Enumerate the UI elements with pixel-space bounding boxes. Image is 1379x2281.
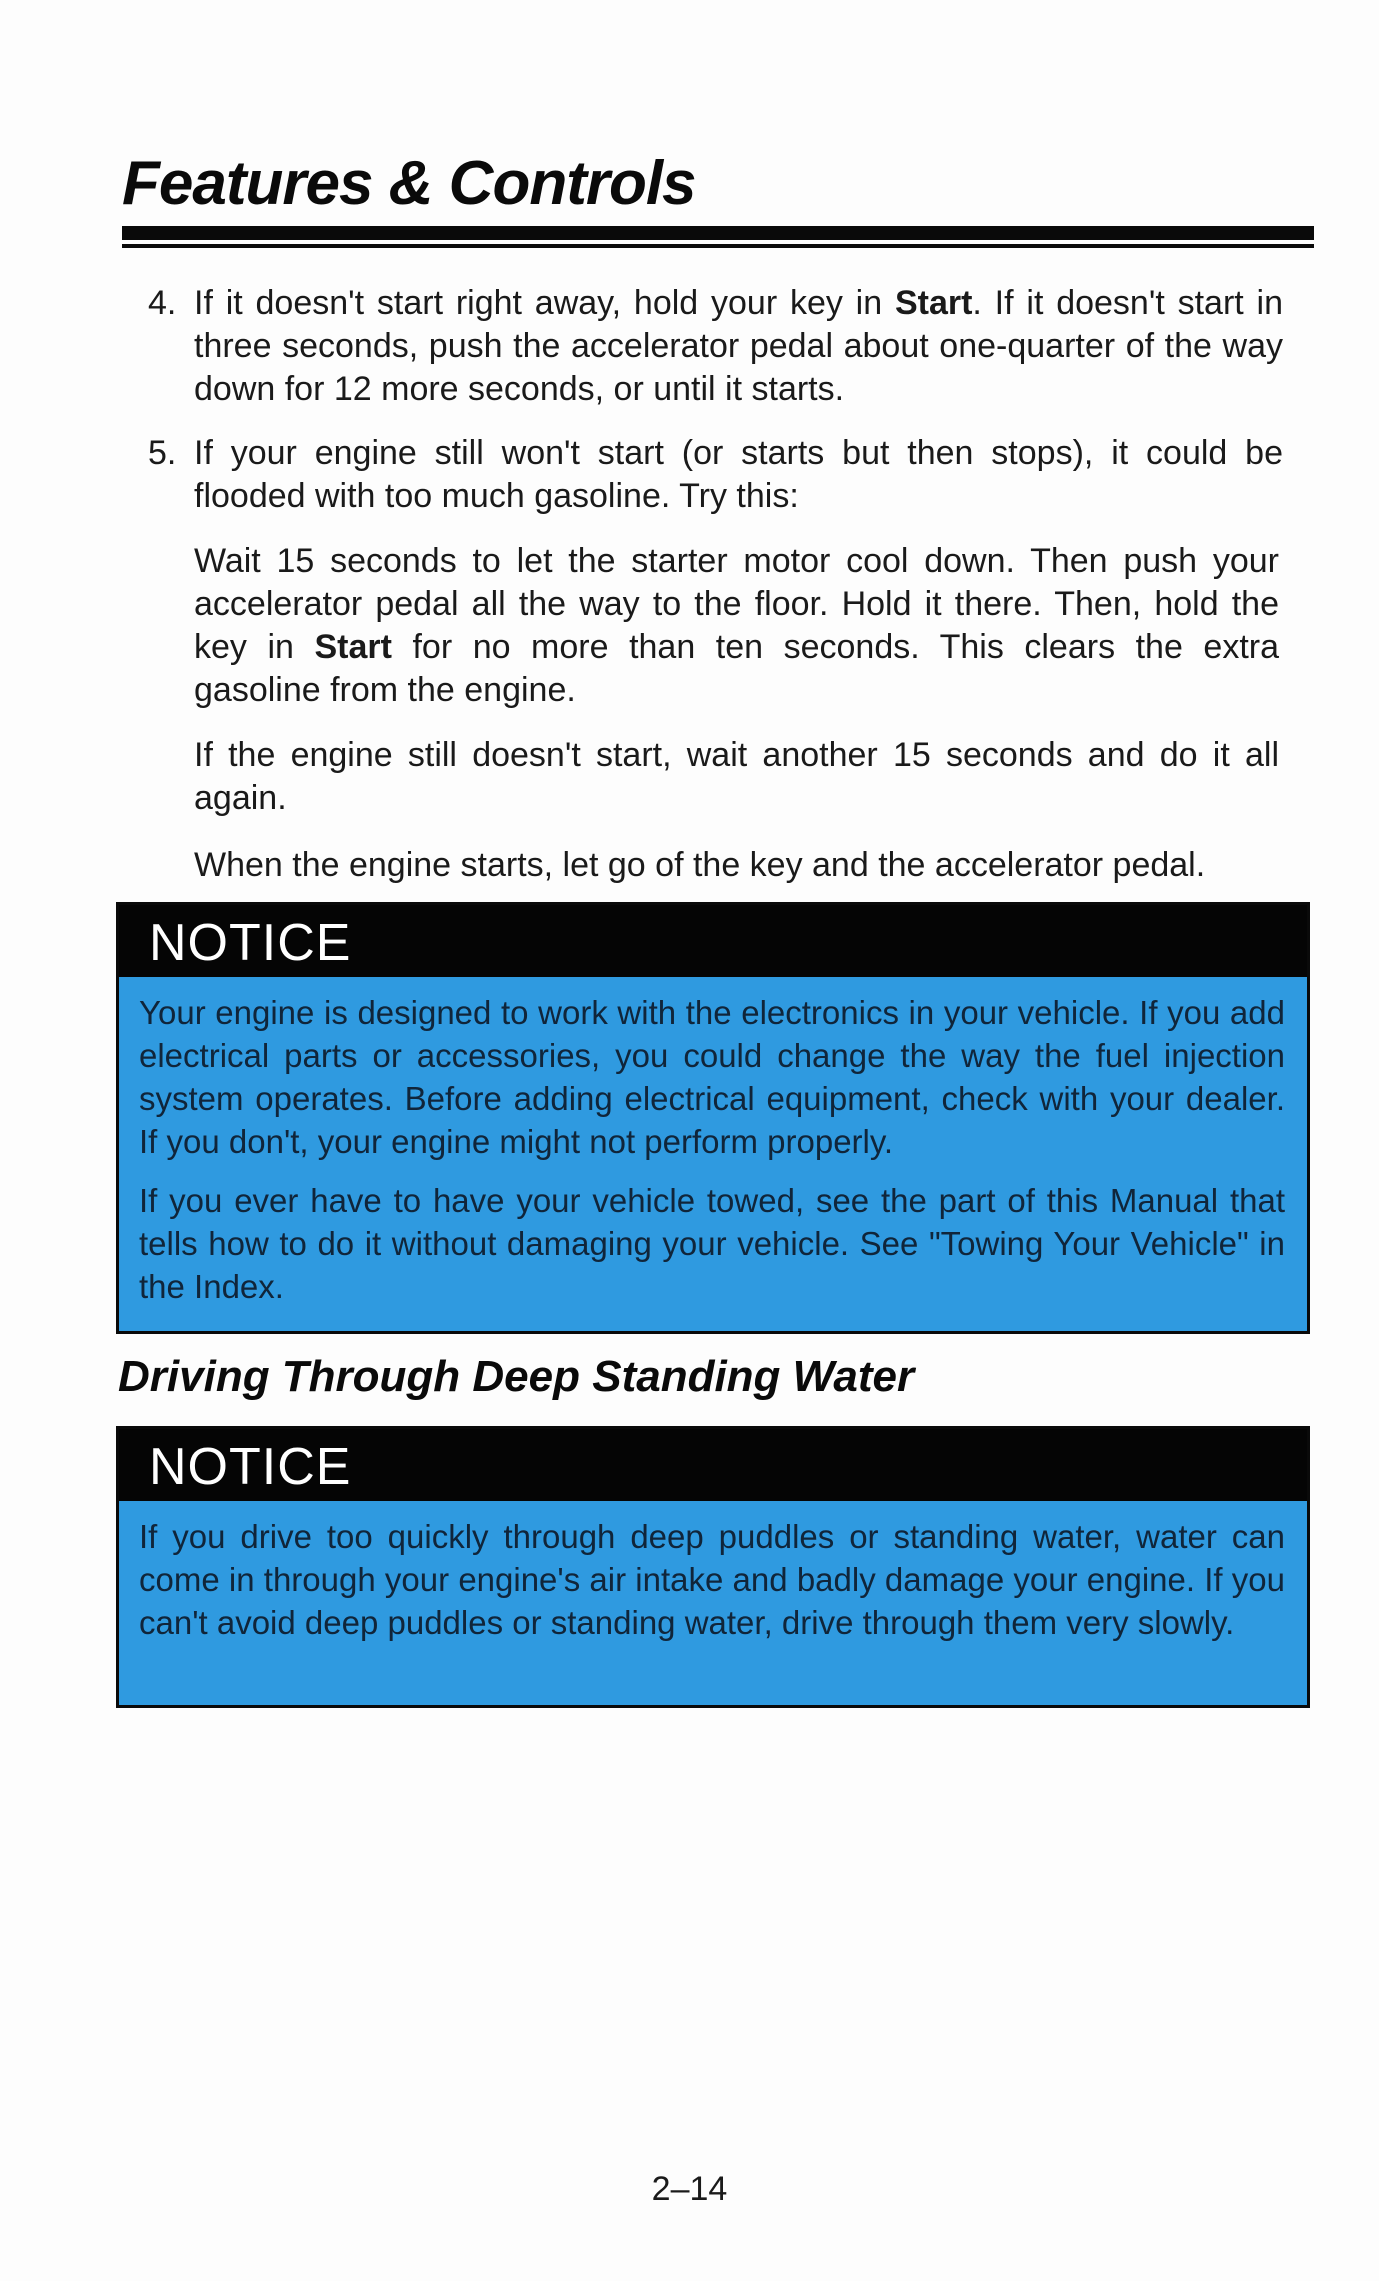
key-position-start: Start bbox=[894, 284, 973, 322]
step-number: 4. bbox=[148, 284, 177, 322]
notice-paragraph: If you ever have to have your vehicle towed, see the part of this Manual that tells how to do it without damaging your vehicle. See "Towing Your Vehicle" in the Index. bbox=[139, 1182, 1285, 1305]
notice-label: NOTICE bbox=[149, 914, 352, 972]
step-text: If it doesn't start right away, hold your key in Start. If it doesn't start in three seconds, push the accelerator pedal about one-quarter of the way down for 12 more seconds, or until it starts. bbox=[194, 284, 1283, 408]
notice-box-electronics bbox=[116, 902, 1310, 1334]
notice-paragraph: If you drive too quickly through deep puddles or standing water, water can come in through your engine's air intake and badly damage your engine. If you can't avoid deep puddles or standing water, drive through them very slowly. bbox=[139, 1518, 1285, 1641]
paragraph-release: When the engine starts, let go of the key and the accelerator pedal. bbox=[194, 846, 1206, 884]
title-rule bbox=[122, 226, 1314, 240]
page-title: Features & Controls bbox=[122, 149, 696, 218]
paragraph-wait: Wait 15 seconds to let the starter motor cool down. Then push your accelerator pedal all the way to the floor. Hold it there. Then, hold the key in Start for no more than ten seconds. This clears the extra gasoline from the engine. bbox=[194, 542, 1280, 709]
step-number: 5. bbox=[148, 434, 177, 472]
section-heading: Driving Through Deep Standing Water bbox=[118, 1352, 915, 1401]
notice-header bbox=[119, 1429, 1307, 1501]
step-5 bbox=[148, 432, 1283, 518]
notice-label: NOTICE bbox=[149, 1438, 352, 1496]
page-number: 2–14 bbox=[651, 2170, 728, 2208]
notice-body bbox=[119, 977, 1307, 1320]
key-position-start: Start bbox=[314, 628, 392, 666]
paragraph-retry: If the engine still doesn't start, wait another 15 seconds and do it all again. bbox=[194, 736, 1279, 817]
step-text: If your engine still won't start (or starts but then stops), it could be flooded with too much gasoline. Try this: bbox=[194, 434, 1283, 515]
notice-paragraph: Your engine is designed to work with the electronics in your vehicle. If you add electrical parts or accessories, you could change the way the fuel injection system operates. Before adding electrical equipment, check with your dealer. If you don't, your engine might not perform properly. bbox=[139, 994, 1285, 1160]
step-4 bbox=[148, 282, 1283, 411]
notice-body bbox=[119, 1501, 1307, 1656]
notice-header bbox=[119, 905, 1307, 977]
title-rule-thin bbox=[122, 244, 1314, 248]
notice-box-water bbox=[116, 1426, 1310, 1708]
